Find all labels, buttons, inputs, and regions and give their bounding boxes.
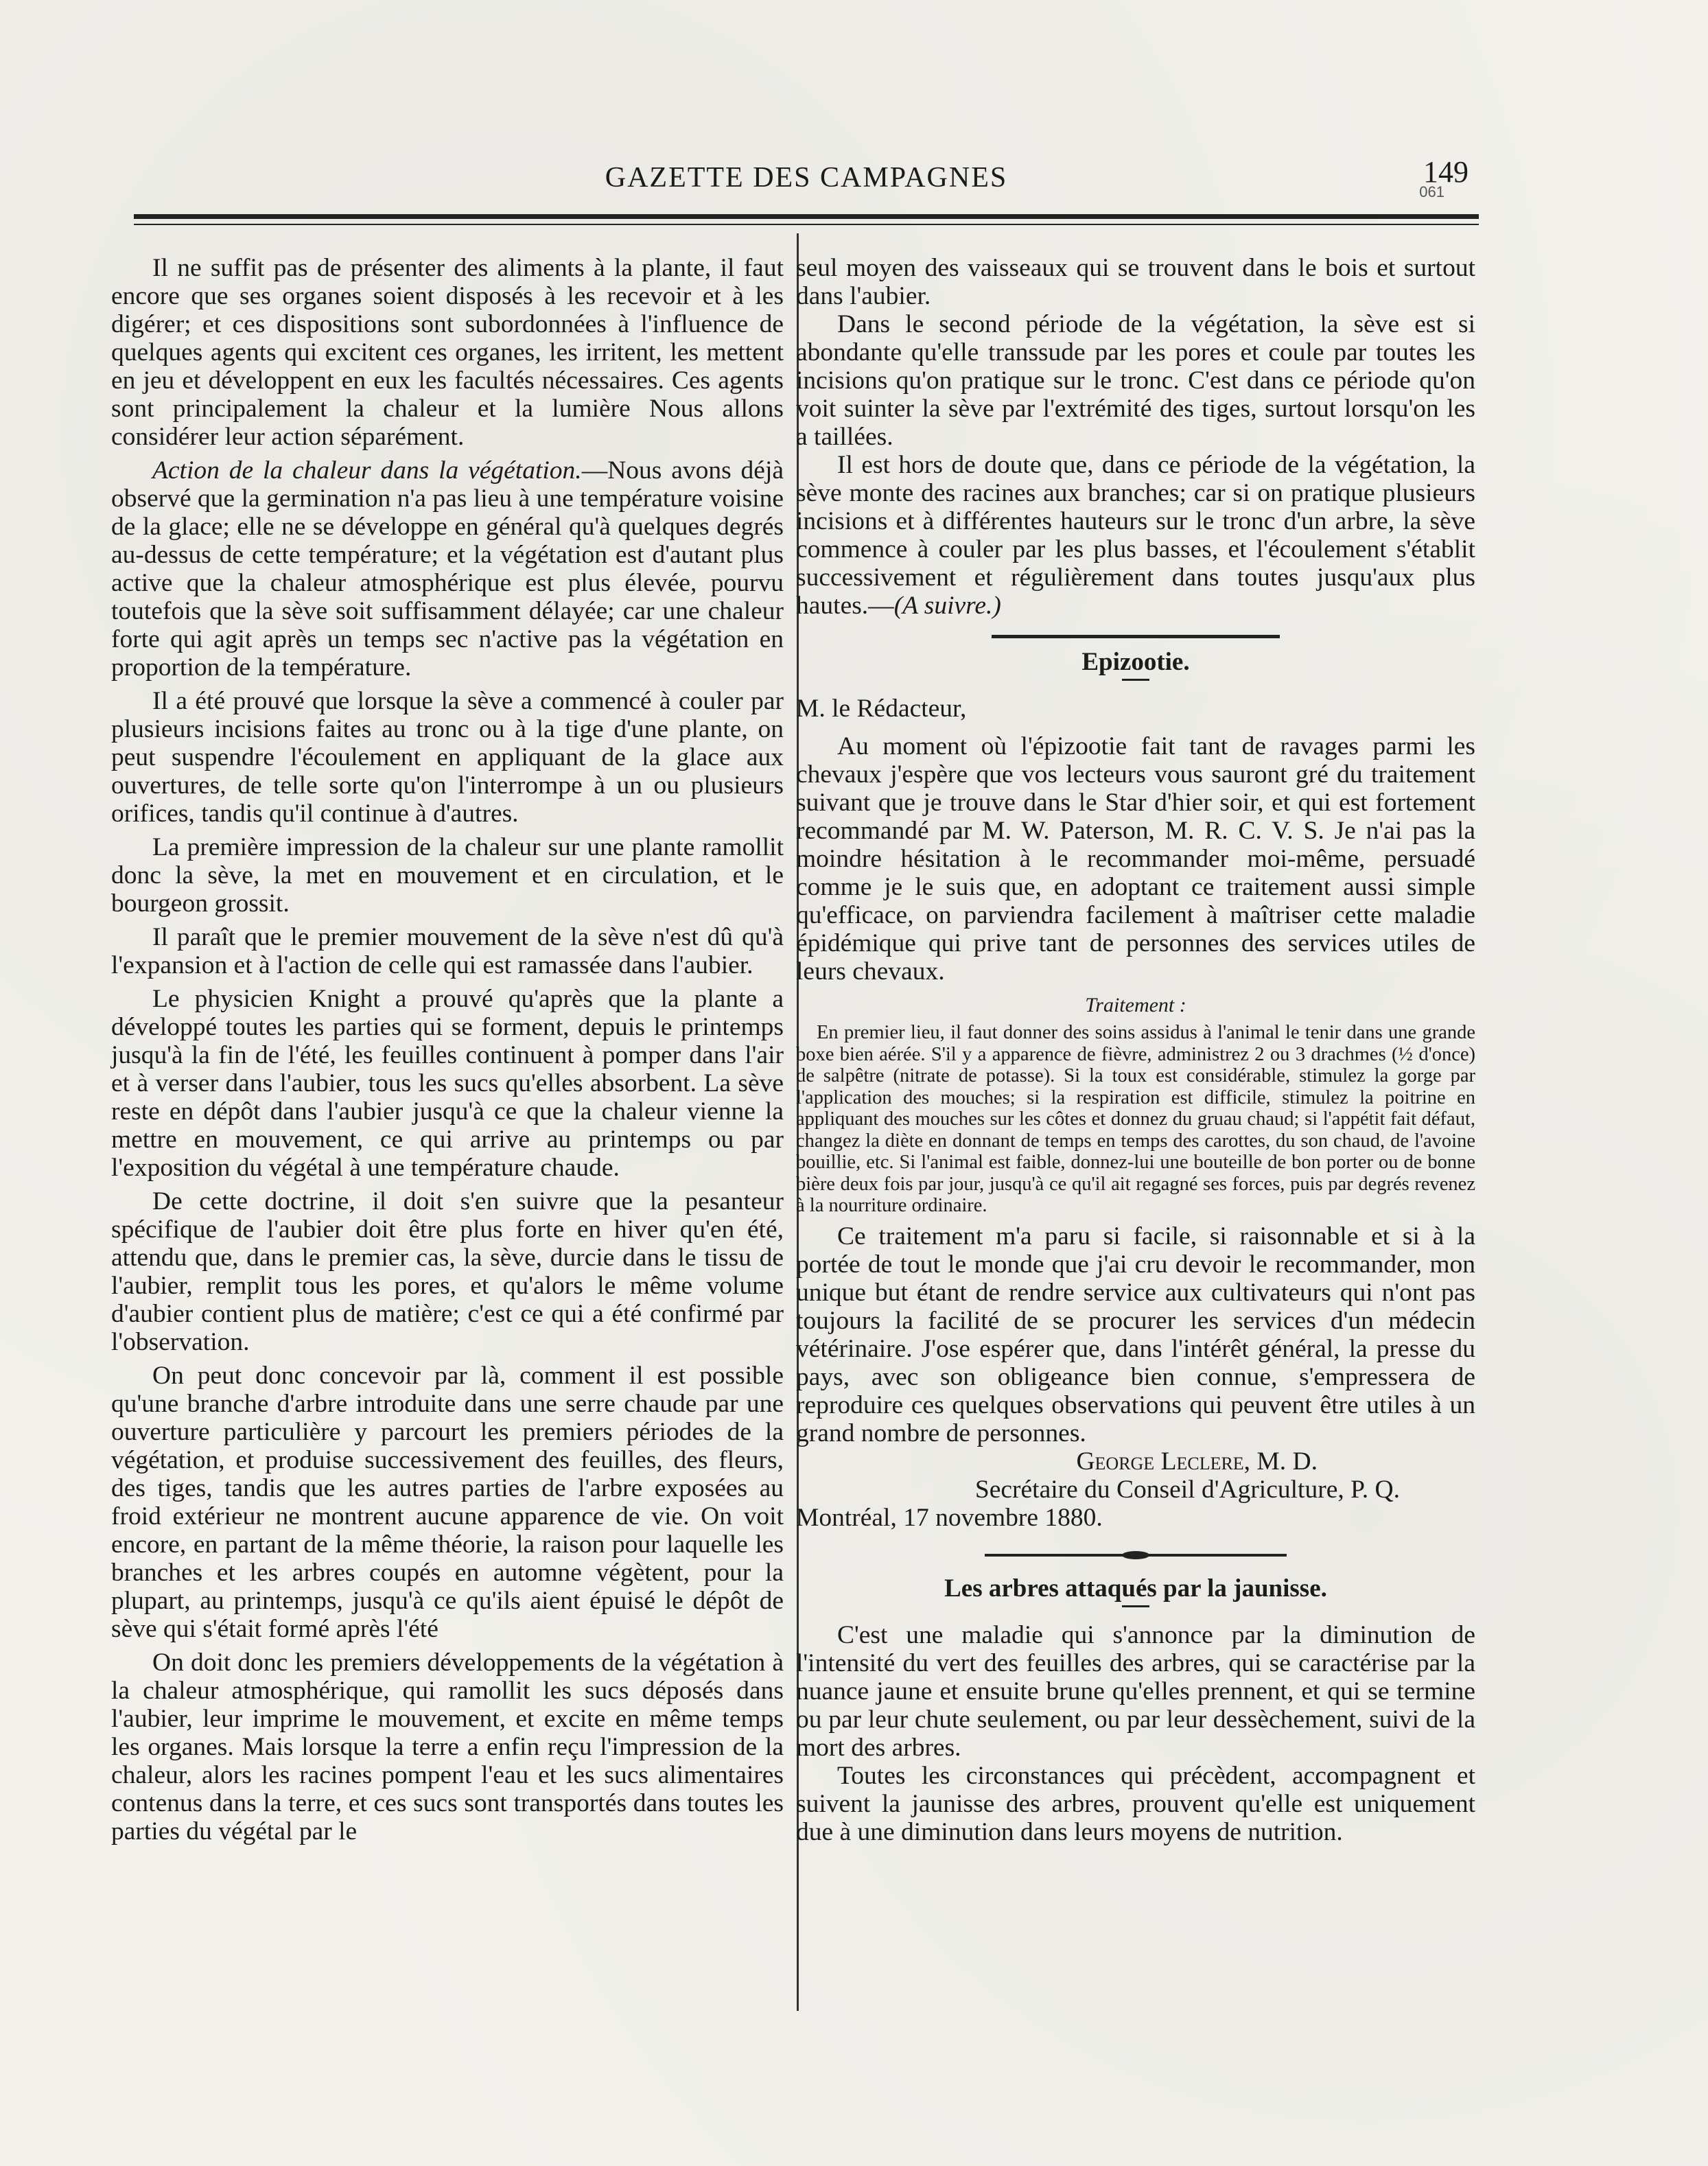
title-dash (1122, 1605, 1149, 1607)
paragraph-impression: La première impression de la chaleur sur une plante ramollit donc la sève, la met en mouvement et en circulation, et le bourgeon grossit. (111, 833, 784, 918)
signature-role: Secrétaire du Conseil d'Agriculture, P. Q. (974, 1475, 1400, 1504)
running-title: GAZETTE DES CAMPAGNES (605, 162, 1008, 194)
page-number: 149 (1423, 155, 1469, 189)
page-mark: 061 (1419, 183, 1444, 200)
paragraph-mouvement: Il paraît que le premier mouvement de la sève n'est dû qu'à l'expansion et à l'action de celle qui est ramassée dans l'aubier. (111, 923, 784, 979)
paragraph-knight: Le physicien Knight a prouvé qu'après que la plante a développé toutes les parties qui se forment, depuis le printemps jusqu'à la fin de l'été, les feuilles continuent à pomper dans l'air et à verser dans l'aubier, tous les sucs qu'elles absorbent. La sève reste en dépôt dans l'aubier jusqu'à ce que la chaleur vienne la mettre en mouvement, ce qui arrive au printemps ou par l'exposition du végétal à une température chaude. (111, 985, 784, 1182)
paragraph-epizootie: Au moment où l'épizootie fait tant de ravages parmi les chevaux j'espère que vos lecteurs vous sauront gré du traitement suivant que je trouve dans le Star d'hier soir, et qui est fortement recommandé par M. W. Paterson, M. R. C. V. S. Je n'ai pas la moindre hésitation à le recommander moi-même, persuadé comme je le suis que, en adoptant ce traitement aussi simple qu'efficace, on parviendra facilement à maîtriser cette maladie épidémique qui prive tant de personnes des services utiles de leurs chevaux. (796, 732, 1475, 986)
chaleur-text: —Nous avons déjà observé que la germination n'a pas lieu à une température voisine de la glace; elle ne se développe en général qu'à quelques degrés au-dessus de cette température; et la végétation est d'autant plus active que la chaleur atmosphérique est plus élevée, pourvu toutefois que la sève soit suffisamment délayée; car une chaleur forte qui agit après un temps sec n'active pas la végétation en proportion de la température. (111, 456, 784, 682)
title-dash (1122, 679, 1149, 681)
subhead-traitement: Traitement : (1085, 994, 1186, 1016)
section-title-jaunisse: Les arbres attaqués par la jaunisse. (944, 1574, 1327, 1603)
header-rule-thin (134, 224, 1479, 225)
paragraph-second-periode: Dans le second période de la végétation, la sève est si abondante qu'elle transsude par les pores et coule par toutes les incisions qu'on pratique sur le tronc. C'est dans ce période qu'on voit suinter la sève par l'extrémité des tiges, surtout lorsqu'on les a taillées. (796, 310, 1475, 451)
paragraph-doctrine: De cette doctrine, il doit s'en suivre que la pesanteur spécifique de l'aubier doit être plus forte en hiver qu'en été, attendu que, dans le premier cas, la sève, durcie dans le tissu de l'aubier, remplit tous les pores, et qu'alors le même volume d'aubier contient plus de matière; c'est ce qui a été confirmé par l'observation. (111, 1187, 784, 1356)
doubt-text: Il est hors de doute que, dans ce période de la végétation, la sève monte des racines aux branches; car si on pratique plusieurs incisions et à différentes hauteurs sur le tronc d'un arbre, la sève commence à couler par les plus basses, et l'écoulement s'établit successivement et régulièrement dans toutes jusqu'aux plus hautes.— (796, 451, 1475, 620)
paragraph-intro: Il ne suffit pas de présenter des aliments à la plante, il faut encore que ses organes soient disposés à les recevoir et à les digérer; et ces dispositions sont subordonnées à l'influence de quelques agents qui excitent ces organes, les irritent, les mettent en jeu et développent en eux les facultés nécessaires. Ces agents sont principalement la chaleur et la lumière Nous allons considérer leur action séparément. (111, 254, 784, 451)
signature-name: George Leclere, M. D. (1076, 1447, 1318, 1476)
paragraph-chaleur (111, 456, 784, 682)
paragraph-traitement: En premier lieu, il faut donner des soins assidus à l'animal le tenir dans une grande boxe bien aérée. S'il y a apparence de fièvre, administrez 2 ou 3 drachmes (½ d'once) de salpêtre (nitrate de potasse). Si la toux est considérable, stimulez la gorge par l'application des mouches; si la respiration est difficile, stimulez la poitrine en appliquant des mouches sur les côtes et donnez du gruau chaud; si l'appétit fait défaut, changez la diète en donnant de temps en temps des carottes, du son chaud, de l'avoine bouillie, etc. Si l'animal est faible, donnez-lui une bouteille de bon porter ou de bonne bière deux fois par jour, jusqu'à ce qu'il ait regagné ses forces, puis par degrés revenez à la nourriture ordinaire. (796, 1022, 1475, 1216)
page-header (130, 154, 1482, 202)
paragraph-jaunisse-2: Toutes les circonstances qui précèdent, accompagnent et suivent la jaunisse des arbres, prouvent qu'elle est uniquement due à une diminution dans leurs moyens de nutrition. (796, 1761, 1475, 1846)
paragraph-hors-de-doute (796, 451, 1475, 620)
paragraph-jaunisse-1: C'est une maladie qui s'annonce par la diminution de l'intensité du vert des feuilles des arbres, qui se caractérise par la nuance jaune et ensuite brune qu'elles prennent, et qui se termine ou par leur chute seulement, ou par leur dessèchement, suivi de la mort des arbres. (796, 1620, 1475, 1762)
salutation: M. le Rédacteur, (796, 695, 967, 723)
ornamental-rule (985, 1554, 1287, 1557)
place-date: Montréal, 17 novembre 1880. (796, 1503, 1103, 1532)
paragraph-serre: On peut donc concevoir par là, comment il est possible qu'une branche d'arbre introduite dans une serre chaude par une ouverture particulière y parcourt les premiers périodes de la végétation, et produise successivement des feuilles, des fleurs, des tiges, tandis que les autres parties de l'arbre exposées au froid extérieur ne montrent aucune apparence de vie. On voit encore, en partant de la même théorie, la raison pour laquelle les branches et les arbres coupés en automne végètent, pour la plupart, au printemps, jusqu'à ce qu'ils aient épuisé le dépôt de sève qui s'était formé après l'été (111, 1362, 784, 1643)
right-column (796, 254, 1475, 1846)
paragraph-glace: Il a été prouvé que lorsque la sève a commencé à couler par plusieurs incisions faites au tronc ou à la tige d'une plante, on peut suspendre l'écoulement en appliquant de la glace aux ouvertures, de telle sorte qu'on l'interrompe à un ou plusieurs orifices, tandis qu'il continue à d'autres. (111, 687, 784, 828)
paragraph-developpements: On doit donc les premiers développements de la végétation à la chaleur atmosphérique, qui ramollit les sucs déposés dans l'aubier, leur imprime le mouvement, et excite en même temps les organes. Mais lorsque la terre a enfin reçu l'impression de la chaleur, alors les racines pompent l'eau et les sucs alimentaires contenus dans la terre, et ces sucs sont transportés dans toutes les parties du végétal par le (111, 1649, 784, 1845)
header-rule-thick (134, 214, 1479, 219)
paragraph-continuation: seul moyen des vaisseaux qui se trouvent dans le bois et surtout dans l'aubier. (796, 254, 1475, 310)
a-suivre: (A suivre.) (893, 592, 1001, 620)
paragraph-closing: Ce traitement m'a paru si facile, si raisonnable et si à la portée de tout le monde que j'ai cru devoir le recommander, mon unique but étant de rendre service aux cultivateurs qui n'ont pas toujours la facilité de se procurer les services d'un médecin vétérinaire. J'ose espérer que, dans l'intérêt général, la presse du pays, avec son obligeance bien connue, s'empressera de reproduire ces quelques observations qui peuvent être utiles à un grand nombre de personnes. (796, 1222, 1475, 1447)
section-lead-chaleur: Action de la chaleur dans la végétation. (152, 456, 582, 485)
left-column (111, 254, 784, 1845)
section-title-epizootie: Epizootie. (1081, 648, 1190, 676)
section-rule (992, 635, 1280, 638)
